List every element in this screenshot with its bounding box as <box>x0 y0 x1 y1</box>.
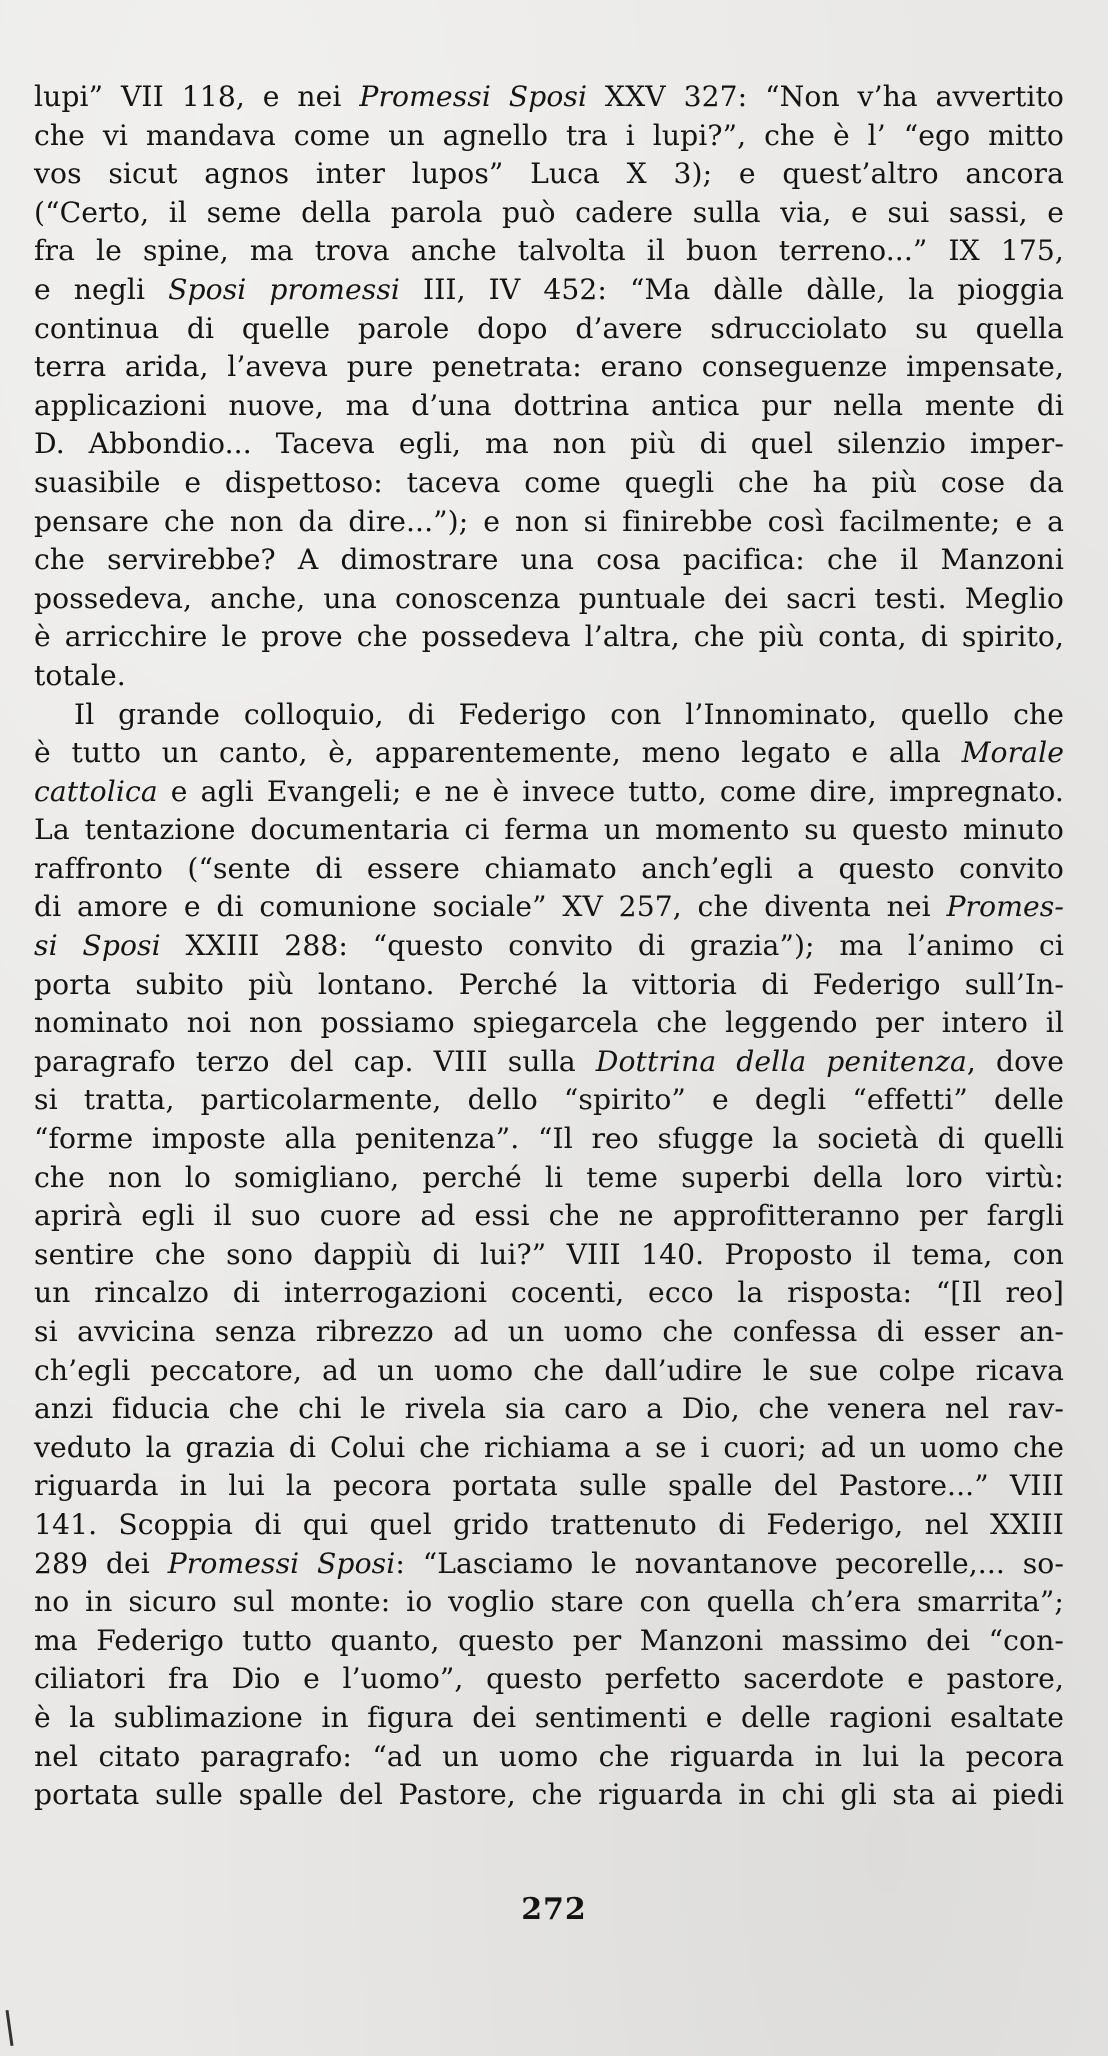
text-line: che servirebbe? A dimostrare una cosa pacifica: che il Manzoni <box>34 543 1064 577</box>
text-line: fra le spine, ma trova anche talvolta il buon terreno...” IX 175, <box>34 234 1064 268</box>
text-line: ch’egli peccatore, ad un uomo che dall’udire le sue colpe ricava <box>34 1353 1064 1387</box>
text-line: si avvicina senza ribrezzo ad un uomo che confessa di esser an- <box>34 1315 1064 1348</box>
text-line: ma Federigo tutto quanto, questo per Manzoni massimo dei “con- <box>34 1623 1064 1657</box>
text-line: cattolica e agli Evangeli; e ne è invece tutto, come dire, impregnato. <box>34 774 1064 808</box>
text-line: pensare che non da dire...”); e non si finirebbe così facilmente; e a <box>34 504 1064 538</box>
text-line: possedeva, anche, una conoscenza puntuale dei sacri testi. Meglio <box>34 581 1064 615</box>
text-line: raffronto (“sente di essere chiamato anch’egli a questo convito <box>34 851 1064 885</box>
text-line: è tutto un canto, è, apparentemente, meno legato e alla Morale <box>34 736 1064 770</box>
text-line: terra arida, l’aveva pure penetrata: erano conseguenze impensate, <box>34 350 1064 384</box>
text-line: si tratta, particolarmente, dello “spirito” e degli “effetti” delle <box>34 1083 1064 1117</box>
scan-edge-mark <box>6 2010 14 2046</box>
text-line: nel citato paragrafo: “ad un uomo che riguarda in lui la pecora <box>34 1739 1064 1773</box>
text-line: che vi mandava come un agnello tra i lupi?”, che è l’ “ego mitto <box>34 118 1064 152</box>
text-line: di amore e di comunione sociale” XV 257, che diventa nei Promes- <box>34 890 1064 924</box>
text-line: anzi fiducia che chi le rivela sia caro a Dio, che venera nel rav- <box>34 1392 1064 1426</box>
text-line: è la sublimazione in figura dei sentimenti e delle ragioni esaltate <box>34 1700 1064 1734</box>
text-line: vos sicut agnos inter lupos” Luca X 3); e quest’altro ancora <box>34 157 1064 191</box>
text-line: che non lo somigliano, perché li teme superbi della loro virtù: <box>34 1160 1064 1194</box>
text-line: D. Abbondio... Taceva egli, ma non più di quel silenzio imper- <box>34 427 1064 461</box>
text-line: un rincalzo di interrogazioni cocenti, ecco la risposta: “[Il reo] <box>34 1276 1064 1310</box>
text-line: nominato noi non possiamo spiegarcela che leggendo per intero il <box>34 1006 1064 1040</box>
text-line: sentire che sono dappiù di lui?” VIII 140. Proposto il tema, con <box>34 1237 1064 1271</box>
text-line: totale. <box>34 658 126 692</box>
text-line: (“Certo, il seme della parola può cadere sulla via, e sui sassi, e <box>34 195 1064 229</box>
body-text <box>34 78 1064 1815</box>
text-line: applicazioni nuove, ma d’una dottrina antica pur nella mente di <box>34 388 1064 422</box>
text-line: è arricchire le prove che possedeva l’altra, che più conta, di spirito, <box>34 620 1064 654</box>
text-line: paragrafo terzo del cap. VIII sulla Dottrina della penitenza, dove <box>34 1044 1064 1078</box>
page-number: 272 <box>521 1892 587 1927</box>
text-line: portata sulle spalle del Pastore, che riguarda in chi gli sta ai piedi <box>34 1778 1064 1812</box>
text-line: lupi” VII 118, e nei Promessi Sposi XXV 327: “Non v’ha avvertito <box>34 80 1064 113</box>
text-line: Il grande colloquio, di Federigo con l’Innominato, quello che <box>74 697 1064 731</box>
text-line: si Sposi XXIII 288: “questo convito di grazia”); ma l’animo ci <box>34 929 1064 963</box>
text-line: La tentazione documentaria ci ferma un momento su questo minuto <box>34 813 1064 847</box>
text-line: suasibile e dispettoso: taceva come quegli che ha più cose da <box>34 465 1064 499</box>
text-line: no in sicuro sul monte: io voglio stare con quella ch’era smarrita”; <box>34 1585 1064 1619</box>
text-line: aprirà egli il suo cuore ad essi che ne approfitteranno per fargli <box>34 1199 1064 1233</box>
text-line: 141. Scoppia di qui quel grido trattenuto di Federigo, nel XXIII <box>34 1507 1064 1541</box>
text-line: ciliatori fra Dio e l’uomo”, questo perfetto sacerdote e pastore, <box>34 1662 1064 1696</box>
text-line: veduto la grazia di Colui che richiama a se i cuori; ad un uomo che <box>34 1430 1064 1464</box>
text-line: e negli Sposi promessi III, IV 452: “Ma dàlle dàlle, la pioggia <box>34 272 1064 306</box>
text-line: porta subito più lontano. Perché la vittoria di Federigo sull’In- <box>34 967 1064 1001</box>
text-line: continua di quelle parole dopo d’avere sdrucciolato su quella <box>34 311 1064 345</box>
text-line: “forme imposte alla penitenza”. “Il reo sfugge la società di quelli <box>34 1122 1064 1156</box>
text-line: 289 dei Promessi Sposi: “Lasciamo le novantanove pecorelle,... so- <box>34 1546 1064 1580</box>
text-line: riguarda in lui la pecora portata sulle spalle del Pastore...” VIII <box>34 1469 1064 1503</box>
